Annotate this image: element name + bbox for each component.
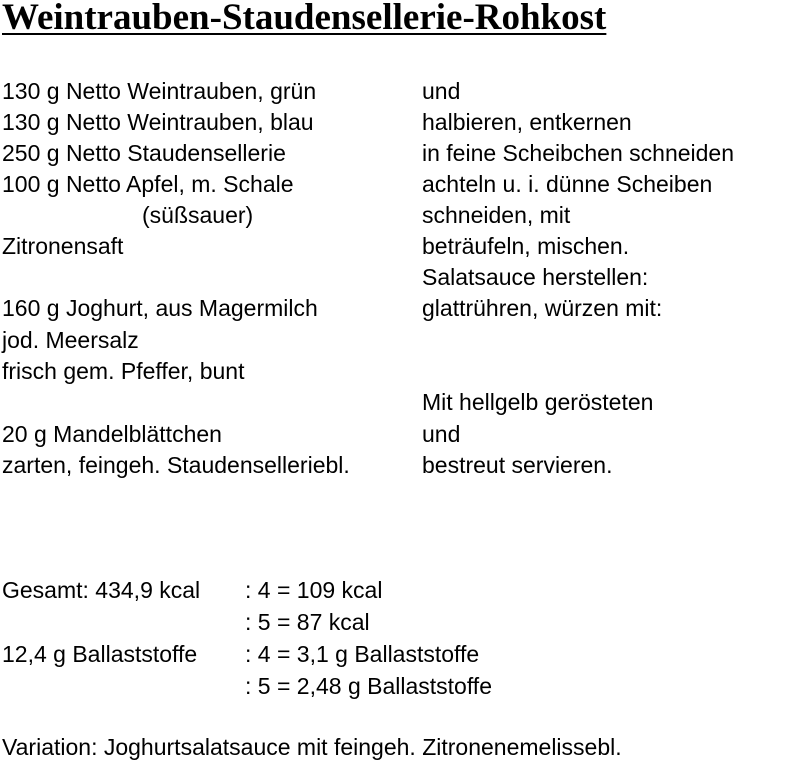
instruction-line: bestreut servieren. [422,452,613,478]
instruction-line: schneiden, mit [422,202,571,228]
ingredient-line: 130 g Netto Weintrauben, blau [2,109,314,135]
ingredient-line: 20 g Mandelblättchen [2,421,222,447]
ingredient-line: jod. Meersalz [2,327,139,353]
nutrition-portion: : 5 = 87 kcal [245,609,370,635]
nutrition-total: 12,4 g Ballaststoffe [2,641,198,667]
ingredient-line: 130 g Netto Weintrauben, grün [2,78,317,104]
variation-note: Variation: Joghurtsalatsauce mit feingeh. Zitronenemelissebl. [2,734,622,760]
instruction-line: in feine Scheibchen schneiden [422,140,735,166]
instruction-line: und [422,78,461,104]
nutrition-portion: : 5 = 2,48 g Ballaststoffe [245,673,492,699]
ingredient-line: 160 g Joghurt, aus Magermilch [2,295,318,321]
ingredient-line: 250 g Netto Staudensellerie [2,140,286,166]
nutrition-portion: : 4 = 3,1 g Ballaststoffe [245,641,480,667]
nutrition-portion: : 4 = 109 kcal [245,577,383,603]
nutrition-total: Gesamt: 434,9 kcal [2,577,201,603]
ingredient-line: (süßsauer) [142,202,254,228]
instruction-line: halbieren, entkernen [422,109,632,135]
ingredient-line: Zitronensaft [2,233,124,259]
instruction-line: und [422,421,461,447]
ingredient-line: frisch gem. Pfeffer, bunt [2,358,245,384]
instruction-line: Salatsauce herstellen: [422,264,649,290]
instruction-line: glattrühren, würzen mit: [422,295,663,321]
instruction-line: achteln u. i. dünne Scheiben [422,171,713,197]
ingredient-line: zarten, feingeh. Staudenselleriebl. [2,452,350,478]
ingredient-line: 100 g Netto Apfel, m. Schale [2,171,294,197]
recipe-title: Weintrauben-Staudensellerie-Rohkost [2,0,607,38]
instruction-line: beträufeln, mischen. [422,233,630,259]
instruction-line: Mit hellgelb gerösteten [422,389,654,415]
